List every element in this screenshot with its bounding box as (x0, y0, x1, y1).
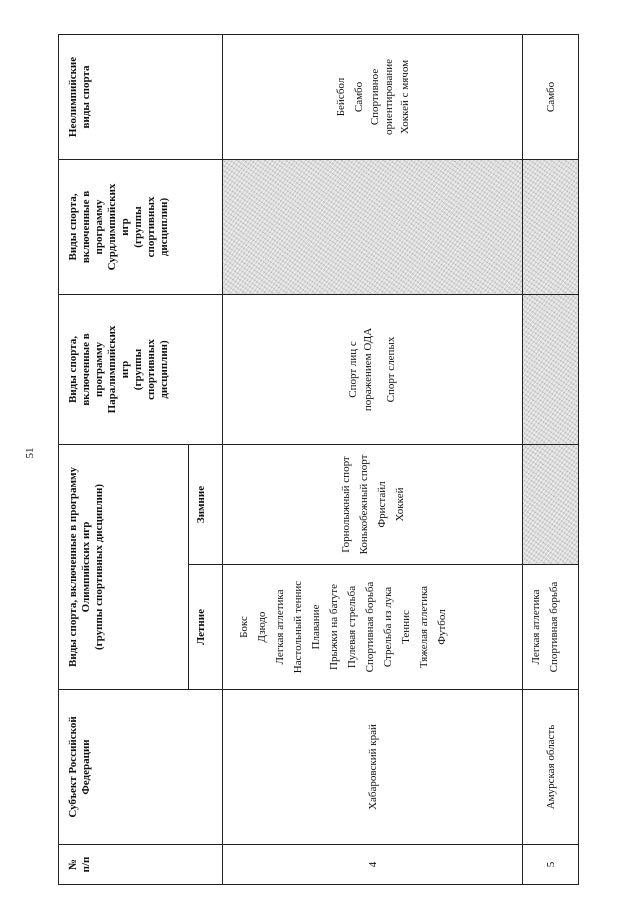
header-non-olympic: Неолимпийские виды спорта (59, 34, 223, 159)
subject-name: Хабаровский край (223, 690, 523, 845)
sport-item: Спортивное ориентирование (368, 59, 395, 135)
header-deaflympic: Виды спорта, включенные в программу Сурдлимпийских игр (группы спортивных дисциплин) (59, 159, 223, 294)
subject-name: Амурская область (523, 690, 579, 845)
deaflympic-sports-cell-shaded (223, 159, 523, 294)
rotated-table-container (58, 35, 578, 885)
header-num: № п/п (59, 845, 223, 885)
sport-item: Дзюдо (256, 611, 268, 643)
sport-item: Конькобежный спорт (357, 454, 370, 555)
winter-sports-cell-shaded (523, 444, 579, 564)
sport-item: Легкая атлетика (274, 589, 286, 665)
table-row (523, 34, 579, 884)
sport-item: Бокс (238, 616, 250, 638)
row-number: 4 (223, 845, 523, 885)
sport-item: Плавание (310, 604, 322, 650)
sport-item: Пулевая стрельба (346, 585, 358, 669)
header-olympic: Виды спорта, включенные в программу Олимпийских игр (группы спортивных дисциплин) (59, 444, 189, 689)
header-subject: Субъект Российской Федерации (59, 690, 223, 845)
header-summer: Летние (189, 565, 223, 690)
page-number: 51 (24, 447, 36, 459)
header-row (59, 34, 189, 884)
sport-item: Теннис (400, 610, 412, 644)
paralympic-sports-cell-shaded (523, 294, 579, 444)
sports-table (58, 34, 579, 885)
row-number: 5 (523, 845, 579, 885)
non-olympic-sports-cell (223, 34, 523, 159)
header-winter: Зимние (189, 444, 223, 564)
sport-item: Стрельба из лука (382, 586, 394, 668)
sport-item: Фристайл (375, 481, 388, 528)
summer-sports-cell (523, 565, 579, 690)
sport-item: Спортивная борьба (364, 581, 376, 673)
paralympic-sports-cell (223, 294, 523, 444)
sport-item: Настольный теннис (292, 580, 304, 674)
sport-item: Тяжелая атлетика (418, 585, 430, 669)
sport-item: Спорт лиц с поражением ОДА (346, 327, 374, 412)
sport-item: Легкая атлетика (530, 589, 542, 665)
header-paralympic: Виды спорта, включенные в программу Паралимпийских игр (группы спортивных дисциплин) (59, 294, 223, 444)
sport-item: Бейсбол (334, 77, 347, 117)
sport-item: Футбол (436, 609, 448, 645)
winter-sports-cell (223, 444, 523, 564)
sport-item: Хоккей с мячом (398, 59, 411, 135)
summer-sports-cell (223, 565, 523, 690)
non-olympic-sports-cell: Самбо (523, 34, 579, 159)
sport-item: Самбо (352, 81, 365, 113)
deaflympic-sports-cell-shaded (523, 159, 579, 294)
sport-item: Хоккей (393, 487, 406, 522)
sport-item: Горнолыжный спорт (339, 456, 352, 553)
table-row (223, 34, 523, 884)
sport-item: Прыжки на батуте (328, 584, 340, 670)
sport-item: Спорт слепых (384, 336, 397, 403)
sport-item: Спортивная борьба (548, 581, 560, 673)
